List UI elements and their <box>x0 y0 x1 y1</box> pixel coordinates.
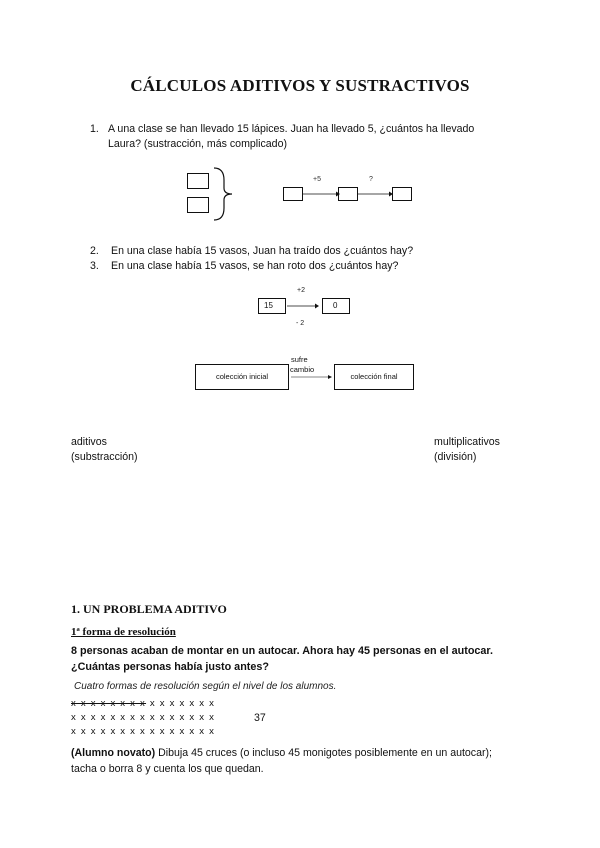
note-text: Cuatro formas de resolución según el nivel de los alumnos. <box>74 681 337 692</box>
label-substraccion: (substracción) <box>71 451 138 463</box>
item-1-line-1: A una clase se han llevado 15 lápices. Juan ha llevado 5, ¿cuántos ha llevado <box>108 123 475 135</box>
novice-label: (Alumno novato) <box>71 747 156 759</box>
plus-two-label: +2 <box>297 287 305 294</box>
final-collection-box: colección final <box>334 364 414 390</box>
problem-line-1: 8 personas acaban de montar en un autocar. Ahora hay 45 personas en el autocar. <box>71 645 494 657</box>
start-value-box: 15 <box>258 298 286 314</box>
cross-row-3: x x x x x x x x x x x x x x x <box>71 726 216 737</box>
remaining-crosses: x x x x x x x <box>149 698 216 709</box>
item-1-number: 1. <box>90 123 99 135</box>
novice-paragraph-line-1 <box>71 745 492 761</box>
label-division: (división) <box>434 451 477 463</box>
item-2-number: 2. <box>90 245 99 257</box>
minus-two-label: - 2 <box>296 320 305 327</box>
item-1-line-2: Laura? (sustracción, más complicado) <box>108 138 287 150</box>
add-five-label: +5 <box>313 176 321 183</box>
curly-brace-icon <box>210 166 238 222</box>
item-2-text: En una clase había 15 vasos, Juan ha traído dos ¿cuántos hay? <box>111 245 414 257</box>
sequence-arrows <box>300 188 400 200</box>
end-value-box: 0 <box>322 298 350 314</box>
answer-value: 37 <box>254 712 266 724</box>
item-3-number: 3. <box>90 260 99 272</box>
part-box-bottom <box>187 197 209 213</box>
section-heading: 1. UN PROBLEMA ADITIVO <box>71 602 227 616</box>
cambio-label: cambio <box>290 365 315 374</box>
problem-line-2: ¿Cuántas personas había justo antes? <box>71 661 269 673</box>
crossed-out-group: x x x x x x x x <box>71 698 147 709</box>
novice-paragraph-line-2: tacha o borra 8 y cuenta los que quedan. <box>71 763 264 775</box>
collection-arrow <box>290 372 334 382</box>
question-label: ? <box>369 176 373 183</box>
label-multiplicativos: multiplicativos <box>434 436 500 448</box>
initial-collection-box: colección inicial <box>195 364 289 390</box>
sufre-label: sufre <box>291 355 308 364</box>
item-3-text: En una clase había 15 vasos, se han roto dos ¿cuántos hay? <box>111 260 399 272</box>
cross-row-1 <box>71 698 215 709</box>
section-subheading: 1ª forma de resolución <box>71 626 176 638</box>
change-arrow <box>286 300 322 312</box>
label-aditivos: aditivos <box>71 436 107 448</box>
novice-text-1: Dibuja 45 cruces (o incluso 45 monigotes posiblemente en un autocar); <box>155 747 492 759</box>
part-box-top <box>187 173 209 189</box>
page-title: CÁLCULOS ADITIVOS Y SUSTRACTIVOS <box>130 76 470 95</box>
cross-row-2: x x x x x x x x x x x x x x x <box>71 712 216 723</box>
